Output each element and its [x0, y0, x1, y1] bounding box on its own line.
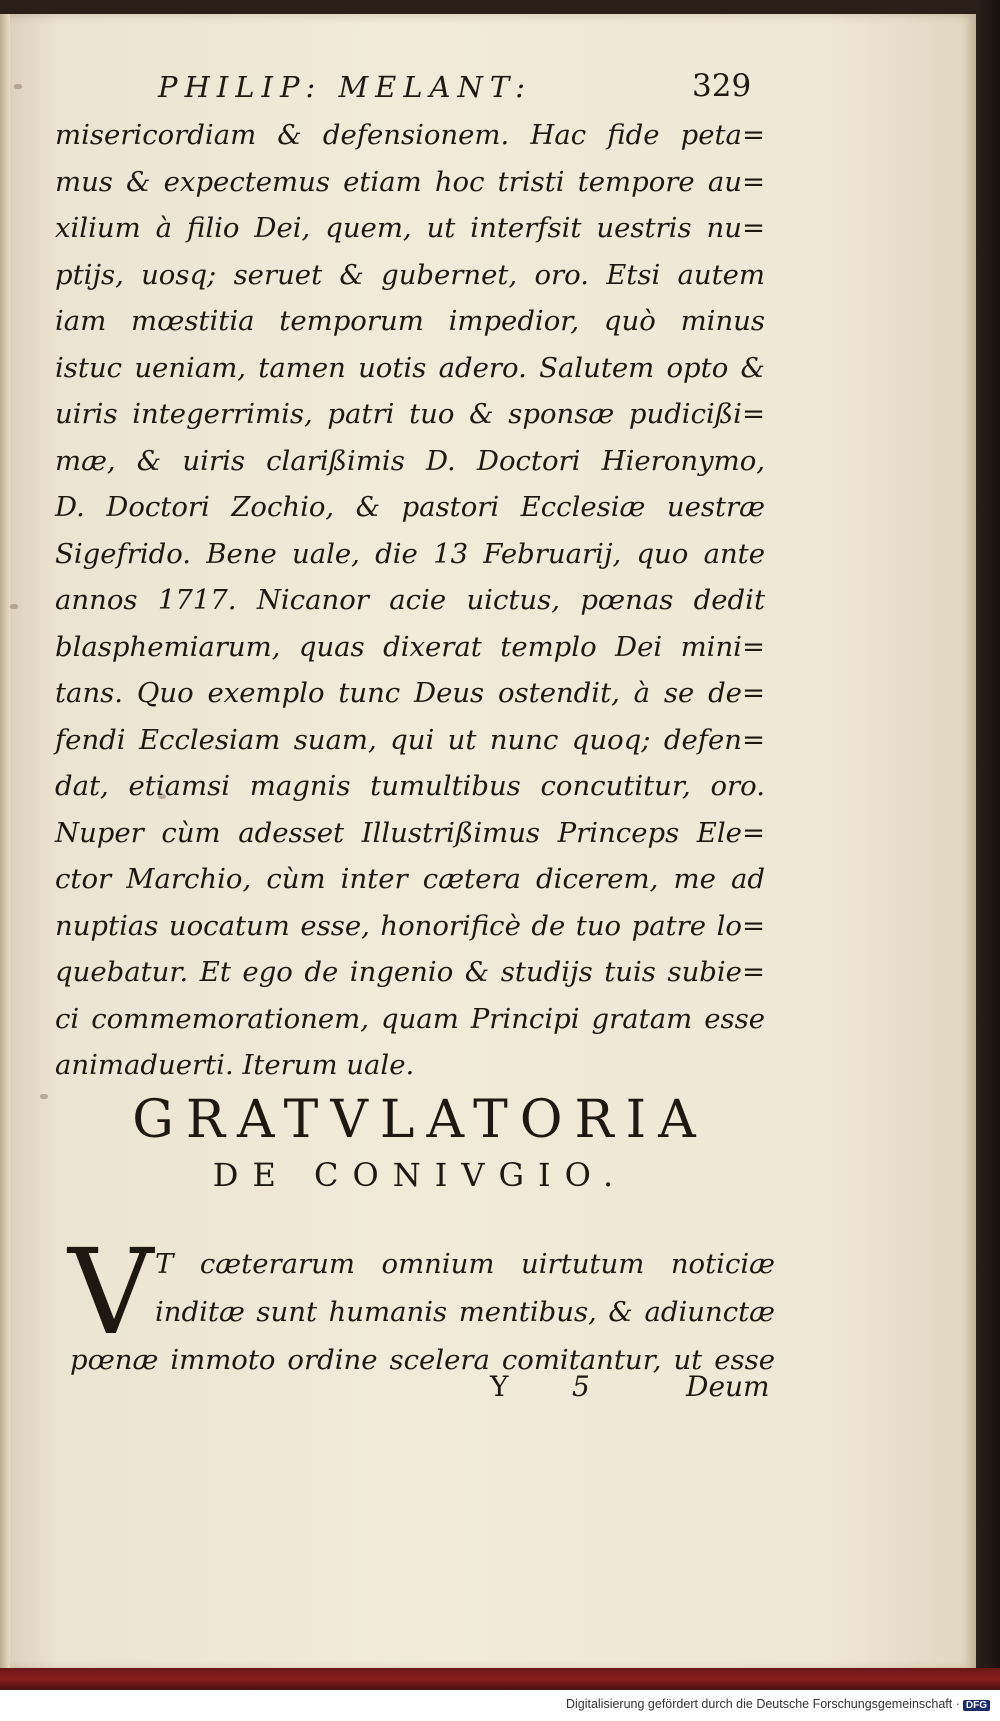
text-line: xilium à filio Dei, quem, ut interfsit uestris nu= [55, 212, 765, 244]
text-line: uiris integerrimis, patri tuo & sponsæ pudicißi= [55, 398, 765, 430]
section-subtitle: DE CONIVGIO. [212, 1156, 628, 1194]
text-line: Nuper cùm adesset Illustrißimus Princeps Ele= [55, 816, 765, 849]
text-line: tans. Quo exemplo tunc Deus ostendit, à se de= [55, 677, 765, 709]
drop-cap: V [68, 1223, 154, 1361]
scan-bottom-edge [0, 1668, 1000, 1690]
text-line: mæ, & uiris clarißimis D. Doctori Hieronymo, [55, 444, 765, 477]
digitization-footer [566, 1697, 990, 1711]
text-line: ctor Marchio, cùm inter cætera dicerem, me ad [55, 863, 765, 895]
text-line: misericordiam & defensionem. Hac fide peta= [55, 119, 765, 151]
text-line: ptijs, uosq; seruet & gubernet, oro. Etsi autem [55, 258, 765, 291]
running-head: PHILIP: MELANT: [158, 70, 532, 104]
text-line: iam mœstitia temporum impedior, quò minus [55, 305, 765, 337]
page-stain [14, 84, 22, 89]
text-line: quebatur. Et ego de ingenio & studijs tuis subie= [55, 956, 765, 988]
text-line: inditæ sunt humanis mentibus, & adiunctæ [155, 1296, 775, 1328]
dfg-logo: DFG [963, 1700, 990, 1711]
text-line: mus & expectemus etiam hoc tristi tempore au= [55, 165, 765, 198]
signature-number: 5 [572, 1370, 590, 1403]
text-line: Sigefrido. Bene uale, die 13 Februarij, quo ante [55, 537, 765, 570]
scan-right-edge [976, 0, 1000, 1680]
text-line: dat, etiamsi magnis tumultibus concutitur, oro. [55, 770, 765, 802]
text-line: T cæterarum omnium uirtutum noticiæ [155, 1248, 775, 1280]
signature-mark: Y [490, 1370, 509, 1403]
text-line: ci commemorationem, quam Principi gratam esse [55, 1002, 765, 1035]
page-stain [10, 604, 18, 609]
text-line: annos 1717. Nicanor acie uictus, pœnas dedit [55, 584, 765, 616]
text-line: fendi Ecclesiam suam, qui ut nunc quoq; defen= [55, 723, 765, 756]
section-title: GRATVLATORIA [132, 1090, 708, 1150]
text-line: animaduerti. Iterum uale. [55, 1049, 415, 1081]
text-line: D. Doctori Zochio, & pastori Ecclesiæ uestræ [55, 491, 765, 523]
page-stain [40, 1094, 48, 1099]
text-line: pœnæ immoto ordine scelera comitantur, ut esse [70, 1344, 775, 1376]
text-line: nuptias uocatum esse, honorificè de tuo patre lo= [55, 909, 765, 942]
section-text [70, 1240, 775, 1384]
page-number: 329 [692, 68, 752, 104]
letter-text [55, 112, 765, 1089]
text-line: istuc ueniam, tamen uotis adero. Salutem opto & [55, 351, 765, 384]
text-line: blasphemiarum, quas dixerat templo Dei mini= [55, 630, 765, 663]
footer-text: Digitalisierung gefördert durch die Deutsche Forschungsgemeinschaft · [565, 1697, 960, 1711]
catchword: Deum [686, 1370, 770, 1403]
